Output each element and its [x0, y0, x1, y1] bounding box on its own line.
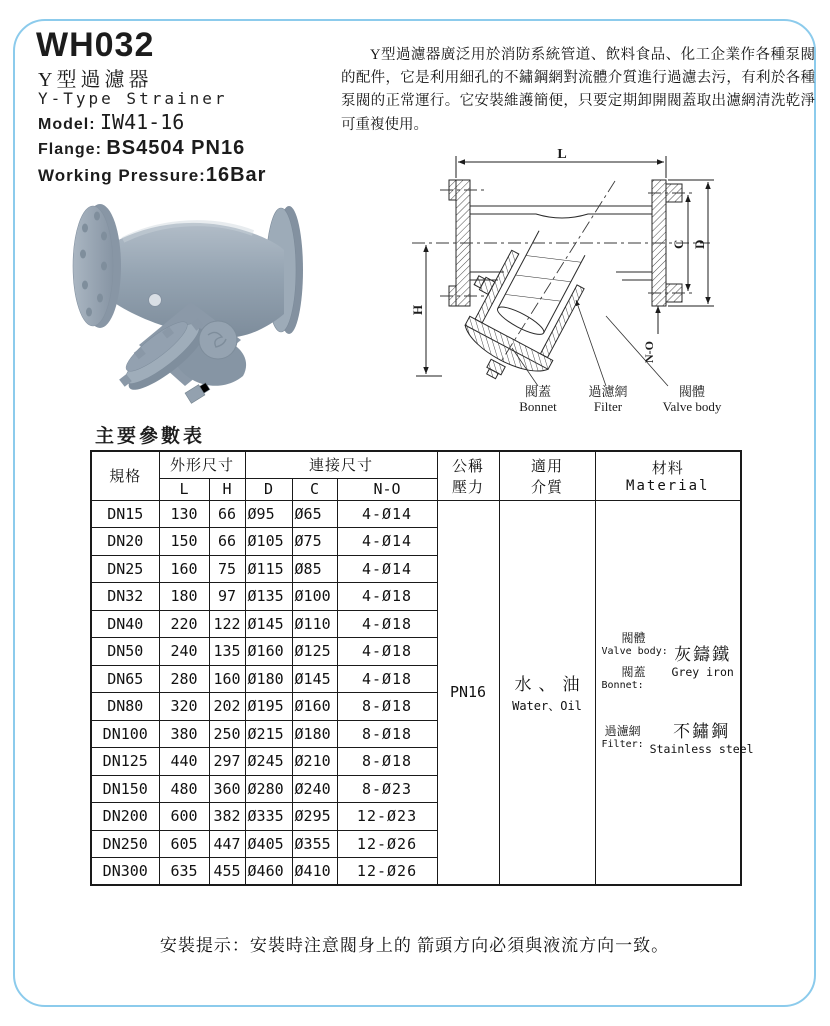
cell-d: Ø180 [245, 665, 292, 693]
header-material-en: Material [626, 478, 710, 495]
material-body-en: Valve body: [601, 645, 668, 657]
cell-d: Ø215 [245, 720, 292, 748]
cell-no: 12-Ø23 [337, 803, 437, 831]
parameters-table [90, 450, 754, 886]
cell-l: 605 [159, 830, 209, 858]
cell-no: 8-Ø18 [337, 748, 437, 776]
cell-spec: DN125 [91, 748, 159, 776]
cell-h: 66 [209, 500, 245, 528]
cell-h: 250 [209, 720, 245, 748]
cell-h: 297 [209, 748, 245, 776]
cell-no: 12-Ø26 [337, 858, 437, 886]
cell-h: 97 [209, 583, 245, 611]
strainer-photo-illustration [53, 190, 393, 418]
cell-d: Ø135 [245, 583, 292, 611]
cell-l: 130 [159, 500, 209, 528]
working-pressure-value: 16Bar [205, 164, 267, 186]
cell-c: Ø410 [292, 858, 337, 886]
cell-c: Ø210 [292, 748, 337, 776]
cell-c: Ø355 [292, 830, 337, 858]
cell-l: 160 [159, 555, 209, 583]
cell-spec: DN250 [91, 830, 159, 858]
cell-l: 180 [159, 583, 209, 611]
dim-label-d: D [692, 239, 707, 249]
technical-drawing [410, 148, 820, 426]
material-filter [601, 717, 754, 756]
product-code: WH032 [36, 26, 155, 64]
cell-c: Ø240 [292, 775, 337, 803]
cell-c: Ø160 [292, 693, 337, 721]
cell-spec: DN150 [91, 775, 159, 803]
cell-spec: DN15 [91, 500, 159, 528]
cell-spec: DN200 [91, 803, 159, 831]
cell-d: Ø280 [245, 775, 292, 803]
cell-d: Ø160 [245, 638, 292, 666]
material-iron-en: Grey iron [671, 665, 734, 680]
header-col-no: N-O [337, 478, 437, 500]
material-steel-zh: 不鏽鋼 [673, 721, 731, 741]
cell-spec: DN40 [91, 610, 159, 638]
cell-h: 66 [209, 528, 245, 556]
cell-d: Ø145 [245, 610, 292, 638]
cell-c: Ø110 [292, 610, 337, 638]
cell-no: 8-Ø18 [337, 720, 437, 748]
cell-c: Ø75 [292, 528, 337, 556]
cell-h: 75 [209, 555, 245, 583]
material-filter-zh: 過濾網 [604, 724, 641, 739]
table-title: 主要參數表 [95, 426, 206, 447]
header-col-l: L [159, 478, 209, 500]
medium-en: Water、Oil [512, 699, 582, 714]
valve-body-label-zh: 閥體 [678, 384, 706, 399]
cell-c: Ø295 [292, 803, 337, 831]
cell-no: 12-Ø26 [337, 830, 437, 858]
header-medium-line1: 適用 [531, 458, 564, 475]
header-material [595, 451, 741, 500]
cell-c: Ø65 [292, 500, 337, 528]
cell-l: 600 [159, 803, 209, 831]
cell-l: 635 [159, 858, 209, 886]
header-material-zh: 材料 [651, 461, 684, 478]
header-medium [499, 451, 595, 500]
dim-label-c: C [671, 239, 686, 249]
material-filter-en: Filter: [601, 739, 644, 751]
cell-l: 220 [159, 610, 209, 638]
filter-label-en: Filter [593, 399, 623, 414]
header-col-d: D [245, 478, 292, 500]
cell-d: Ø335 [245, 803, 292, 831]
product-description: Y型過濾器廣泛用於消防系統管道、飲料食品、化工企業作各種泵閥的配件，它是利用細孔的不鏽鋼網對流體介質進行過濾去污，有利於各種泵閥的正常運行。它安裝維護簡便，只要定期卸開閥蓋取出濾網清洗乾淨可重複使用。 [341, 47, 815, 133]
medium-zh: 水、油 [514, 675, 587, 695]
cell-no: 4-Ø18 [337, 610, 437, 638]
cell-l: 440 [159, 748, 209, 776]
cell-d: Ø95 [245, 500, 292, 528]
dim-label-l: L [557, 148, 567, 162]
product-name-en: Y-Type Strainer [38, 89, 228, 108]
bonnet-label-zh: 閥蓋 [524, 384, 552, 399]
product-photo [53, 190, 393, 418]
working-pressure-line [38, 164, 266, 187]
product-name-zh: Y型過濾器 [38, 69, 153, 91]
material-body-bonnet [602, 629, 737, 691]
cell-no: 4-Ø14 [337, 555, 437, 583]
cell-h: 122 [209, 610, 245, 638]
header-spec: 規格 [91, 451, 159, 500]
header-outline-dims: 外形尺寸 [159, 451, 245, 478]
cell-d: Ø245 [245, 748, 292, 776]
cell-h: 360 [209, 775, 245, 803]
cell-h: 447 [209, 830, 245, 858]
bonnet-label-en: Bonnet [519, 399, 557, 414]
cell-no: 8-Ø18 [337, 693, 437, 721]
cell-h: 202 [209, 693, 245, 721]
flange-line [38, 137, 245, 160]
cell-d: Ø105 [245, 528, 292, 556]
working-pressure-label: Working Pressure: [38, 166, 206, 185]
cell-spec: DN80 [91, 693, 159, 721]
medium-cell [499, 500, 595, 885]
cell-spec: DN25 [91, 555, 159, 583]
cell-l: 150 [159, 528, 209, 556]
cell-spec: DN65 [91, 665, 159, 693]
flange-value: BS4504 PN16 [106, 137, 246, 159]
header-nominal-pressure [437, 451, 499, 500]
cell-no: 4-Ø14 [337, 500, 437, 528]
cell-c: Ø145 [292, 665, 337, 693]
cell-c: Ø85 [292, 555, 337, 583]
cell-l: 380 [159, 720, 209, 748]
material-body-zh: 閥體 [621, 630, 646, 645]
cell-l: 240 [159, 638, 209, 666]
cell-l: 280 [159, 665, 209, 693]
cell-l: 480 [159, 775, 209, 803]
cell-spec: DN50 [91, 638, 159, 666]
cell-no: 4-Ø14 [337, 528, 437, 556]
cell-l: 320 [159, 693, 209, 721]
material-cell [595, 500, 754, 885]
cell-c: Ø100 [292, 583, 337, 611]
cell-h: 455 [209, 858, 245, 886]
pressure-value-cell: PN16 [437, 500, 499, 885]
header-connect-dims: 連接尺寸 [245, 451, 437, 478]
cell-no: 4-Ø18 [337, 583, 437, 611]
header-pn-line1: 公稱 [452, 458, 485, 475]
header-col-h: H [209, 478, 245, 500]
model-label: Model: [38, 116, 96, 133]
cell-no: 4-Ø18 [337, 665, 437, 693]
cell-d: Ø195 [245, 693, 292, 721]
flange-label: Flange: [38, 141, 102, 158]
dim-label-no: N-O [642, 341, 656, 363]
dim-label-h: H [410, 304, 425, 315]
cell-no: 8-Ø23 [337, 775, 437, 803]
material-bonnet-en: Bonnet: [601, 679, 644, 691]
cell-spec: DN300 [91, 858, 159, 886]
section-drawing [410, 148, 820, 426]
cell-c: Ø125 [292, 638, 337, 666]
material-bonnet-zh: 閥蓋 [621, 664, 646, 679]
cell-h: 160 [209, 665, 245, 693]
table-row [91, 500, 741, 528]
header-medium-line2: 介質 [531, 479, 564, 496]
valve-body-label-en: Valve body [662, 399, 722, 414]
cell-h: 382 [209, 803, 245, 831]
cell-d: Ø405 [245, 830, 292, 858]
cell-spec: DN20 [91, 528, 159, 556]
table-body [91, 500, 754, 885]
cast-logo-medallion [199, 321, 237, 359]
cell-d: Ø460 [245, 858, 292, 886]
cell-spec: DN32 [91, 583, 159, 611]
cell-no: 4-Ø18 [337, 638, 437, 666]
cell-d: Ø115 [245, 555, 292, 583]
material-steel-en: Stainless steel [649, 741, 754, 756]
installation-note: 安裝提示：安裝時注意閥身上的 箭頭方向必須與液流方向一致。 [159, 936, 670, 955]
filter-label-zh: 過濾網 [588, 384, 628, 399]
header-col-c: C [292, 478, 337, 500]
model-line [38, 110, 184, 134]
header-pn-line2: 壓力 [452, 479, 485, 496]
cell-h: 135 [209, 638, 245, 666]
model-value: IW41-16 [100, 110, 185, 134]
material-iron-zh: 灰鑄鐵 [674, 645, 732, 665]
cell-spec: DN100 [91, 720, 159, 748]
cell-c: Ø180 [292, 720, 337, 748]
